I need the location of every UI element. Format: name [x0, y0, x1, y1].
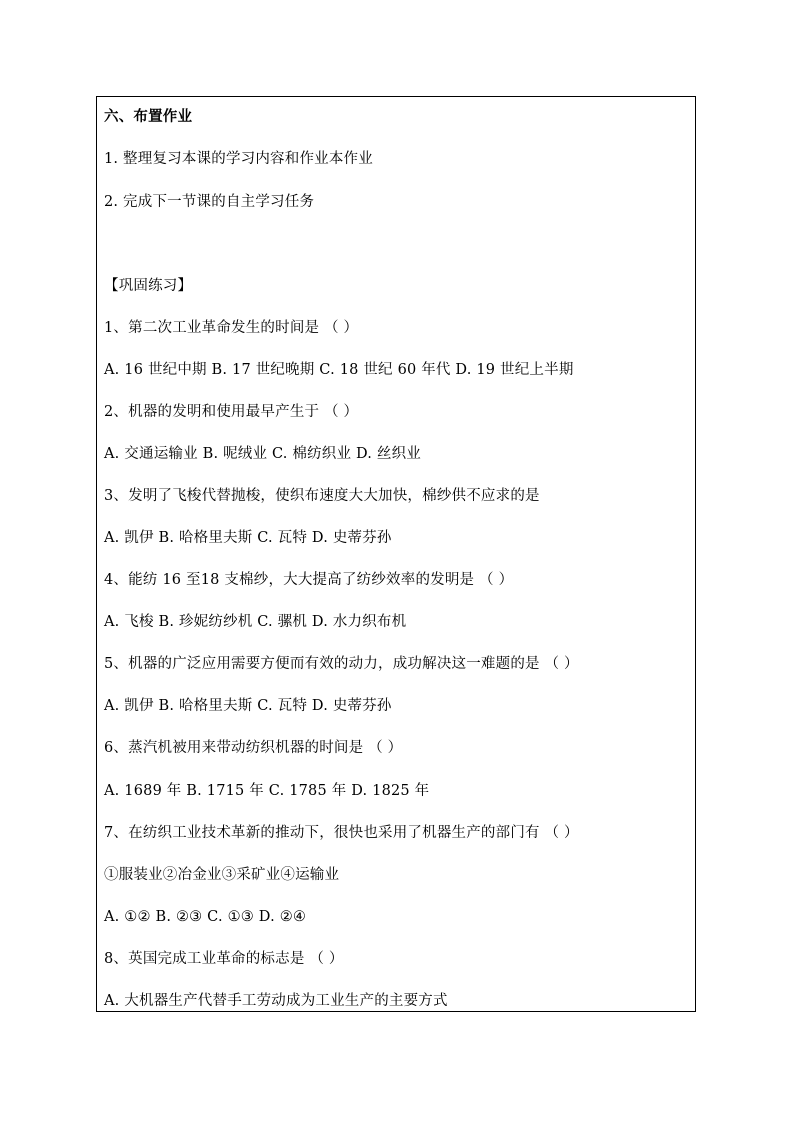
answer-options: A. 1689 年 B. 1715 年 C. 1785 年 D. 1825 年: [104, 783, 430, 799]
answer-options: A. ①② B. ②③ C. ①③ D. ②④: [104, 909, 307, 925]
homework-box: [96, 96, 696, 1012]
answer-option: A. 大机器生产代替手工劳动成为工业生产的主要方式: [104, 993, 448, 1009]
question: 8、英国完成工业革命的标志是 （ ）: [104, 951, 344, 967]
practice-title: 【巩固练习】: [104, 278, 193, 294]
question: 5、机器的广泛应用需要方便而有效的动力，成功解决这一难题的是 （ ）: [104, 656, 579, 672]
question: 1、第二次工业革命发生的时间是 （ ）: [104, 320, 359, 336]
question-note: ①服装业②冶金业③采矿业④运输业: [104, 867, 340, 883]
task-item: 1. 整理复习本课的学习内容和作业本作业: [104, 151, 373, 167]
section-heading: 六、布置作业: [104, 108, 193, 125]
task-item: 2. 完成下一节课的自主学习任务: [104, 194, 315, 210]
answer-options: A. 16 世纪中期 B. 17 世纪晚期 C. 18 世纪 60 年代 D. 19 世纪上半期: [104, 362, 574, 378]
question: 6、蒸汽机被用来带动纺织机器的时间是 （ ）: [104, 740, 403, 756]
answer-options: A. 凯伊 B. 哈格里夫斯 C. 瓦特 D. 史蒂芬孙: [104, 698, 392, 714]
question: 4、能纺 16 至18 支棉纱，大大提高了纺纱效率的发明是 （ ）: [104, 572, 514, 588]
answer-options: A. 凯伊 B. 哈格里夫斯 C. 瓦特 D. 史蒂芬孙: [104, 530, 392, 546]
answer-options: A. 交通运输业 B. 呢绒业 C. 棉纺织业 D. 丝织业: [104, 446, 422, 462]
question: 7、在纺织工业技术革新的推动下，很快也采用了机器生产的部门有 （ ）: [104, 825, 579, 841]
question: 3、发明了飞梭代替抛梭，使织布速度大大加快，棉纱供不应求的是: [104, 488, 540, 504]
answer-options: A. 飞梭 B. 珍妮纺纱机 C. 骡机 D. 水力织布机: [104, 614, 407, 630]
question: 2、机器的发明和使用最早产生于 （ ）: [104, 404, 359, 420]
